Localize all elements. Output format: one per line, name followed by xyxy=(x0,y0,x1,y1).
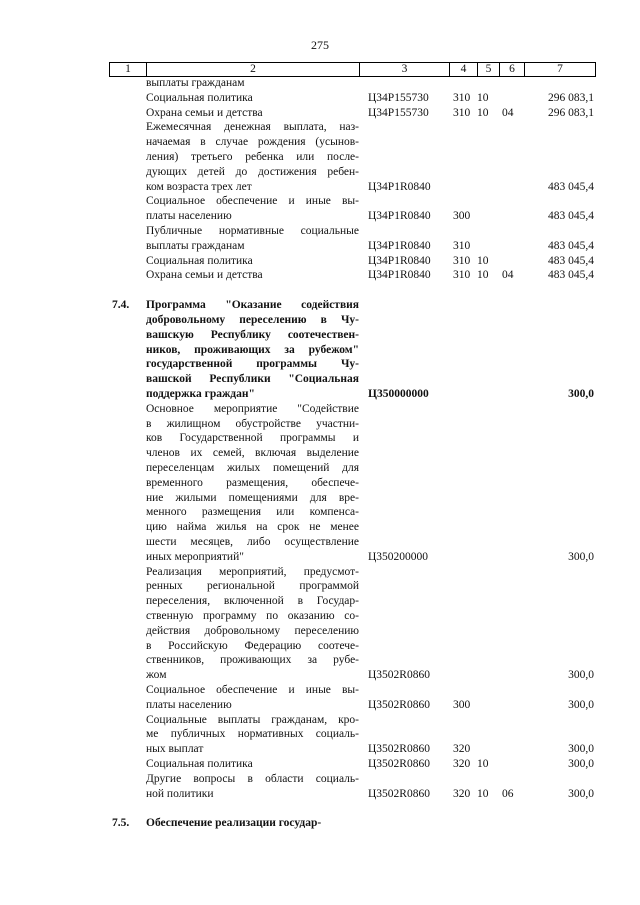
amount: 296 083,1 xyxy=(548,91,594,104)
amount: 300,0 xyxy=(568,698,594,711)
row-number xyxy=(109,268,146,283)
section-code xyxy=(477,120,499,194)
description-line: поддержка граждан" xyxy=(146,387,255,400)
row-number xyxy=(109,76,146,91)
description-line: цию найма жилья на срок не менее xyxy=(146,521,359,534)
target-article-code: Ц350000000 xyxy=(368,387,429,400)
row-description xyxy=(146,120,359,194)
subsection-code xyxy=(499,683,524,713)
table-row xyxy=(109,298,594,402)
row-spacer xyxy=(109,283,594,298)
table-row xyxy=(109,683,594,713)
description-line: переселенцам жилых помещений для xyxy=(146,461,359,474)
subsection-code xyxy=(499,757,524,772)
subsection-code xyxy=(499,816,524,831)
row-description xyxy=(146,194,359,224)
target-article-code: Ц34Р1R0840 xyxy=(368,254,431,267)
column-header-2: 2 xyxy=(147,63,360,77)
description-line: начаемая в случае рождения (усынов- xyxy=(146,136,359,149)
expense-type-code xyxy=(449,565,477,683)
expense-type-code xyxy=(449,816,477,831)
description-line: ных выплат xyxy=(146,743,204,756)
amount xyxy=(524,816,594,831)
row-number: 7.5. xyxy=(112,817,130,830)
expense-type-code: 310 xyxy=(453,106,471,119)
description-line: Социальная политика xyxy=(146,254,253,267)
section-code xyxy=(477,76,499,91)
description-line: иных мероприятий" xyxy=(146,550,244,563)
row-description xyxy=(146,298,359,402)
subsection-code xyxy=(499,91,524,106)
description-line: Другие вопросы в области социаль- xyxy=(146,772,359,785)
description-line: Охрана семьи и детства xyxy=(146,269,263,282)
subsection-code xyxy=(499,254,524,269)
target-article-code: Ц34Р155730 xyxy=(368,91,429,104)
row-description xyxy=(146,713,359,757)
description-line: Ежемесячная денежная выплата, наз- xyxy=(146,121,359,134)
table-row xyxy=(109,120,594,194)
description-line: шести месяцев, либо осуществление xyxy=(146,535,359,548)
expense-type-code: 310 xyxy=(453,254,471,267)
description-line: платы населению xyxy=(146,210,232,223)
row-description xyxy=(146,76,359,91)
table-row xyxy=(109,757,594,772)
description-line: Социальное обеспечение и иные вы- xyxy=(146,683,359,696)
expense-type-code: 310 xyxy=(453,269,471,282)
target-article-code: Ц3502R0860 xyxy=(368,698,430,711)
description-line: Социальное обеспечение и иные вы- xyxy=(146,195,359,208)
amount: 483 045,4 xyxy=(548,210,594,223)
column-header-1: 1 xyxy=(110,63,147,77)
row-number: 7.4. xyxy=(112,299,130,312)
row-number xyxy=(109,565,146,683)
amount: 300,0 xyxy=(568,757,594,770)
section-code xyxy=(477,565,499,683)
target-article-code: Ц3502R0860 xyxy=(368,787,430,800)
row-number xyxy=(109,713,146,757)
budget-table-body xyxy=(109,76,594,831)
row-description xyxy=(146,268,359,283)
description-line: Публичные нормативные социальные xyxy=(146,224,359,237)
table-row xyxy=(109,224,594,254)
table-row xyxy=(109,76,594,91)
target-article-code: Ц350200000 xyxy=(368,550,429,563)
description-line: членов их семей, включая выделение xyxy=(146,447,359,460)
expense-type-code: 300 xyxy=(453,210,471,223)
row-number xyxy=(109,254,146,269)
row-number xyxy=(109,683,146,713)
table-row xyxy=(109,268,594,283)
description-line: ственников, проживающих за рубе- xyxy=(146,654,359,667)
target-article-code xyxy=(359,816,449,831)
amount: 300,0 xyxy=(568,550,594,563)
page-number: 275 xyxy=(311,38,329,52)
row-description xyxy=(146,683,359,713)
row-description xyxy=(146,224,359,254)
description-line: ком возраста трех лет xyxy=(146,180,252,193)
description-line: дующих детей до достижения ребен- xyxy=(146,165,359,178)
description-line: переселения, включенной в Государ- xyxy=(146,595,359,608)
target-article-code: Ц34Р155730 xyxy=(368,106,429,119)
table-row xyxy=(109,402,594,565)
row-description xyxy=(146,757,359,772)
description-line: жом xyxy=(146,669,167,682)
row-description xyxy=(146,816,359,831)
row-number xyxy=(109,194,146,224)
amount: 300,0 xyxy=(568,743,594,756)
description-line: Охрана семьи и детства xyxy=(146,106,263,119)
amount: 483 045,4 xyxy=(548,180,594,193)
subsection-code: 04 xyxy=(502,106,514,119)
row-number xyxy=(109,772,146,802)
column-header-row xyxy=(109,62,596,77)
target-article-code: Ц3502R0860 xyxy=(368,743,430,756)
description-line: государственной программы Чу- xyxy=(146,358,359,371)
expense-type-code xyxy=(449,298,477,402)
target-article-code: Ц34Р1R0840 xyxy=(368,180,431,193)
description-line: Социальные выплаты гражданам, кро- xyxy=(146,713,359,726)
section-code xyxy=(477,816,499,831)
table-row xyxy=(109,254,594,269)
amount: 296 083,1 xyxy=(548,106,594,119)
column-header-5: 5 xyxy=(478,63,500,77)
table-row xyxy=(109,772,594,802)
subsection-code xyxy=(499,76,524,91)
section-code xyxy=(477,683,499,713)
target-article-code: Ц34Р1R0840 xyxy=(368,269,431,282)
description-line: выплаты гражданам xyxy=(146,77,245,89)
target-article-code: Ц3502R0860 xyxy=(368,757,430,770)
description-line: ние жилыми помещениями для вре- xyxy=(146,491,359,504)
description-line: Социальная политика xyxy=(146,91,253,104)
amount: 300,0 xyxy=(568,387,594,400)
row-description xyxy=(146,402,359,565)
amount xyxy=(524,76,594,91)
subsection-code xyxy=(499,402,524,565)
expense-type-code: 320 xyxy=(453,787,471,800)
row-description xyxy=(146,106,359,121)
subsection-code xyxy=(499,713,524,757)
description-line: ме публичных нормативных социаль- xyxy=(146,728,359,741)
row-spacer xyxy=(109,801,594,816)
section-code: 10 xyxy=(477,106,489,119)
subsection-code: 04 xyxy=(502,269,514,282)
description-line: действия добровольному переселению xyxy=(146,624,359,637)
description-line: Социальная политика xyxy=(146,757,253,770)
description-line: ной политики xyxy=(146,787,214,800)
target-article-code: Ц34Р1R0840 xyxy=(368,239,431,252)
table-row xyxy=(109,106,594,121)
column-header-3: 3 xyxy=(360,63,450,77)
target-article-code xyxy=(359,76,449,91)
expense-type-code: 310 xyxy=(453,239,471,252)
description-line: платы населению xyxy=(146,698,232,711)
description-line: ков Государственной программы и xyxy=(146,432,359,445)
section-code xyxy=(477,298,499,402)
description-line: вашской Республики "Социальная xyxy=(146,373,359,386)
section-code xyxy=(477,224,499,254)
description-line: в жилищном обустройстве участни- xyxy=(146,417,359,430)
description-line: вашскую Республику соотечествен- xyxy=(146,328,359,341)
description-line: ственную программу по оказанию со- xyxy=(146,609,359,622)
section-code: 10 xyxy=(477,254,489,267)
row-number xyxy=(109,91,146,106)
row-description xyxy=(146,772,359,802)
expense-type-code xyxy=(449,402,477,565)
column-header-7: 7 xyxy=(525,63,596,77)
expense-type-code: 320 xyxy=(453,743,471,756)
subsection-code xyxy=(499,194,524,224)
subsection-code xyxy=(499,120,524,194)
row-number xyxy=(109,757,146,772)
section-code xyxy=(477,194,499,224)
description-line: выплаты гражданам xyxy=(146,239,245,252)
row-number xyxy=(109,120,146,194)
amount: 483 045,4 xyxy=(548,254,594,267)
description-line: Программа "Оказание содействия xyxy=(146,299,359,312)
description-line: ников, проживающих за рубежом" xyxy=(146,343,359,356)
row-description xyxy=(146,91,359,106)
table-row xyxy=(109,816,594,831)
table-row xyxy=(109,713,594,757)
column-header-4: 4 xyxy=(450,63,478,77)
target-article-code: Ц3502R0860 xyxy=(368,669,430,682)
row-description xyxy=(146,254,359,269)
section-code: 10 xyxy=(477,787,489,800)
column-header-6: 6 xyxy=(500,63,525,77)
expense-type-code xyxy=(449,120,477,194)
subsection-code xyxy=(499,565,524,683)
description-line: временного размещения, обеспече- xyxy=(146,476,359,489)
section-code: 10 xyxy=(477,757,489,770)
row-number xyxy=(109,106,146,121)
amount: 483 045,4 xyxy=(548,269,594,282)
description-line: в Российскую Федерацию соотече- xyxy=(146,639,359,652)
description-line: добровольному переселению в Чу- xyxy=(146,313,359,326)
subsection-code xyxy=(499,298,524,402)
amount: 300,0 xyxy=(568,669,594,682)
expense-type-code: 320 xyxy=(453,757,471,770)
section-code xyxy=(477,402,499,565)
subsection-code xyxy=(499,224,524,254)
row-number xyxy=(109,402,146,565)
amount: 300,0 xyxy=(568,787,594,800)
row-description xyxy=(146,565,359,683)
amount: 483 045,4 xyxy=(548,239,594,252)
section-code xyxy=(477,713,499,757)
subsection-code: 06 xyxy=(502,787,514,800)
expense-type-code: 300 xyxy=(453,698,471,711)
table-row xyxy=(109,91,594,106)
description-line: Основное мероприятие "Содействие xyxy=(146,402,359,415)
expense-type-code: 310 xyxy=(453,91,471,104)
description-line: Реализация мероприятий, предусмот- xyxy=(146,565,359,578)
description-line: Обеспечение реализации государ- xyxy=(146,817,322,830)
table-row xyxy=(109,194,594,224)
target-article-code: Ц34Р1R0840 xyxy=(368,210,431,223)
section-code: 10 xyxy=(477,91,489,104)
description-line: ренных региональной программой xyxy=(146,580,359,593)
section-code: 10 xyxy=(477,269,489,282)
description-line: менного размещения или компенса- xyxy=(146,506,359,519)
expense-type-code xyxy=(449,76,477,91)
row-number xyxy=(109,224,146,254)
table-row xyxy=(109,565,594,683)
description-line: ления) третьего ребенка или после- xyxy=(146,150,359,163)
